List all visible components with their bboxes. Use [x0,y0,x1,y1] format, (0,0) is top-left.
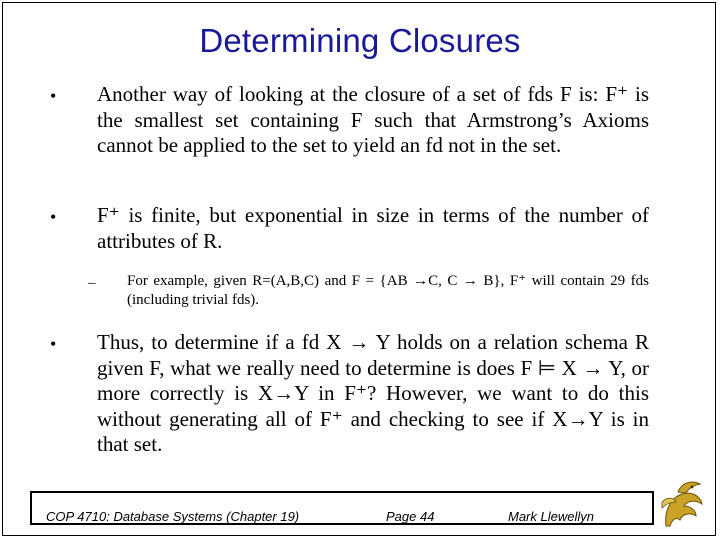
bullet-marker: • [50,334,57,354]
slide-title: Determining Closures [199,22,521,59]
bullet-text: Thus, to determine if a fd X → Y holds on a relation schema R given F, what we really need to determine is does F ⊨ X → Y, or more correctly is X→Y in F⁺? However, we want to do this without generating all of F⁺ and checking to see if X→Y is in that set. [97,330,649,456]
pegasus-logo-icon [656,476,708,534]
bullet-text: F⁺ is finite, but exponential in size in terms of the number of attributes of R. [97,203,649,253]
sub-bullet-marker: – [88,275,96,291]
bullet-marker: • [50,86,57,106]
footer-bar [30,491,654,525]
footer-author: Mark Llewellyn [508,509,594,524]
footer-course: COP 4710: Database Systems (Chapter 19) [46,509,300,524]
footer-page: Page 44 [386,509,435,524]
sub-bullet-text: For example, given R=(A,B,C) and F = {AB →C, C → B}, F⁺ will contain 29 fds (including trivial fds). [127,273,649,308]
bullet-marker: • [50,207,57,227]
bullet-text: Another way of looking at the closure of a set of fds F is: F⁺ is the smallest set containing F such that Armstrong’s Axioms cannot be applied to the set to yield an fd not in the set. [97,82,649,157]
